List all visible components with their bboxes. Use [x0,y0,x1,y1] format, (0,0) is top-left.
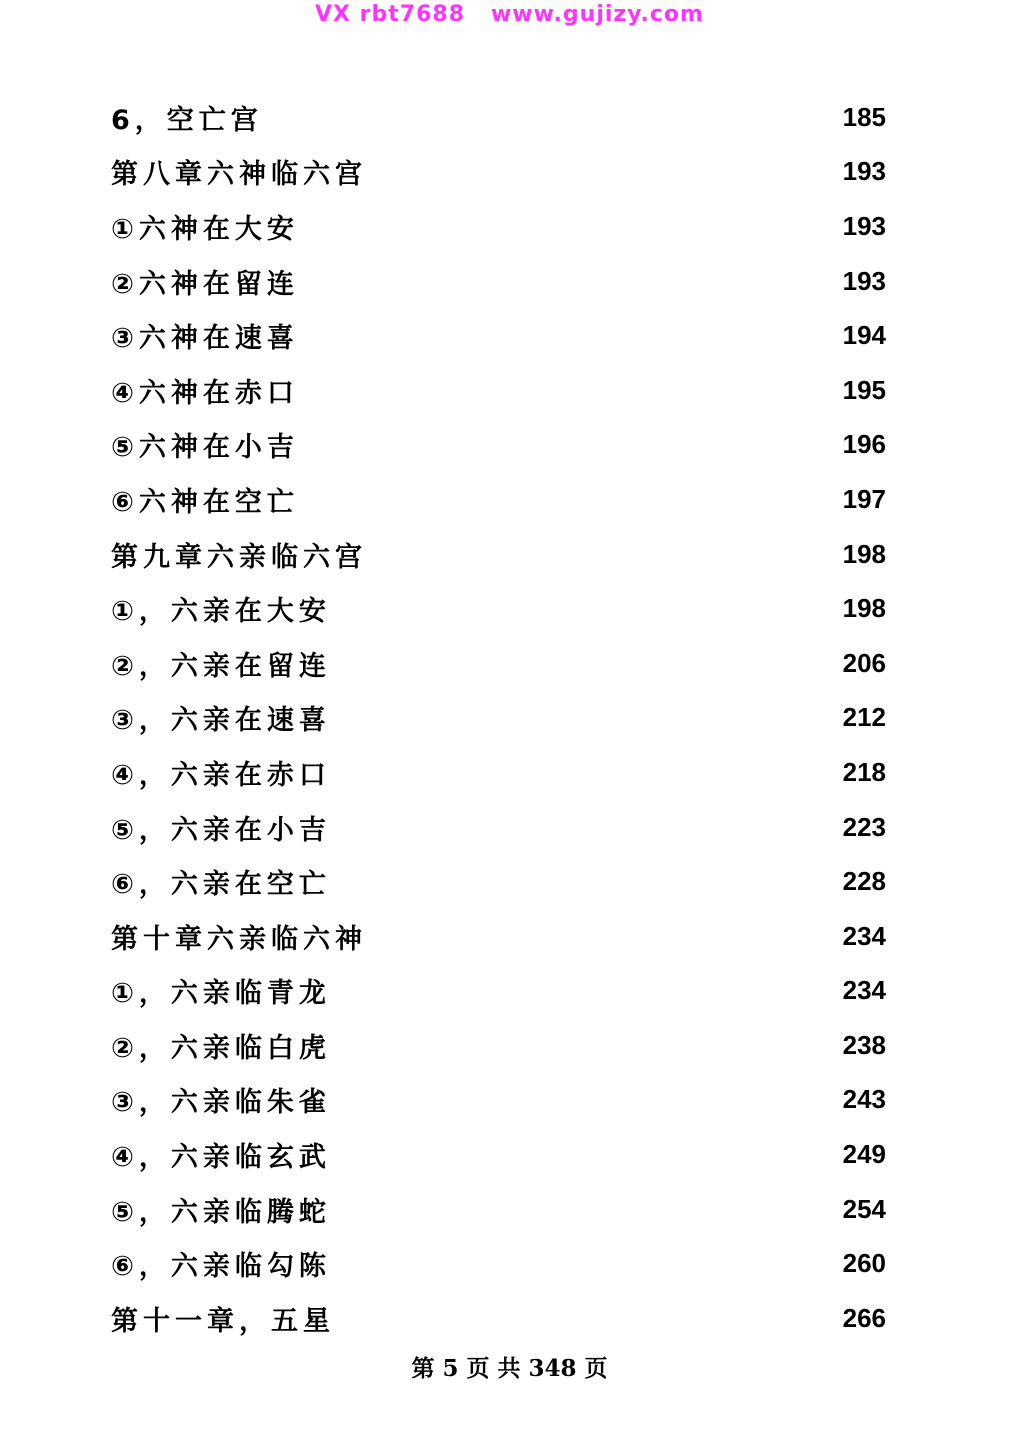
toc-entry-page: 228 [842,866,886,897]
toc-entry-page: 212 [842,702,886,733]
toc-entry [111,254,886,309]
toc-entry-title: ⑤，六亲在小吉 [111,814,331,846]
table-of-contents [111,90,886,1346]
toc-entry-page: 234 [842,920,886,951]
toc-entry-title: ②，六亲在留连 [111,650,331,682]
toc-entry-page: 218 [842,756,886,787]
toc-entry-title: 6，空亡宫 [111,104,263,136]
toc-entry [111,691,886,746]
toc-entry-page: 196 [842,429,886,460]
toc-entry-title: ⑤六神在小吉 [111,432,299,464]
toc-entry-title: ④六神在赤口 [111,377,299,409]
toc-entry [111,418,886,473]
toc-entry [111,363,886,418]
toc-entry-title: 第十章六亲临六神 [111,923,367,955]
toc-entry [111,636,886,691]
toc-entry-title: ③，六亲在速喜 [111,705,331,737]
toc-entry-page: 193 [842,265,886,296]
toc-entry [111,90,886,145]
toc-entry [111,527,886,582]
toc-entry-page: 198 [842,593,886,624]
toc-entry-title: ①，六亲临青龙 [111,978,331,1010]
toc-entry-page: 194 [842,320,886,351]
toc-entry [111,472,886,527]
toc-entry-page: 223 [842,811,886,842]
toc-entry-page: 266 [842,1302,886,1333]
toc-entry [111,581,886,636]
toc-entry-page: 193 [842,210,886,241]
toc-entry [111,1018,886,1073]
toc-entry-page: 234 [842,975,886,1006]
toc-entry [111,1291,886,1346]
toc-entry-page: 185 [842,101,886,132]
toc-entry [111,308,886,363]
toc-entry-page: 206 [842,647,886,678]
toc-entry-title: ⑥，六亲临勾陈 [111,1251,331,1283]
toc-entry-title: ⑥，六亲在空亡 [111,869,331,901]
toc-entry-page: 254 [842,1193,886,1224]
page-footer: 第 5 页 共 348 页 [411,1355,608,1382]
toc-entry [111,1236,886,1291]
toc-entry [111,1182,886,1237]
toc-entry [111,199,886,254]
toc-entry-title: ②六神在留连 [111,268,299,300]
toc-entry-title: ⑤，六亲临腾蛇 [111,1196,331,1228]
toc-entry-title: 第九章六亲临六宫 [111,541,367,573]
toc-entry [111,145,886,200]
toc-entry-title: ①六神在大安 [111,213,299,245]
toc-entry-title: ③六神在速喜 [111,323,299,355]
toc-entry [111,854,886,909]
toc-entry-page: 195 [842,374,886,405]
toc-entry-page: 198 [842,538,886,569]
toc-entry [111,1073,886,1128]
toc-entry-title: 第十一章，五星 [111,1305,335,1337]
toc-entry-title: ④，六亲临玄武 [111,1142,331,1174]
watermark-text: VX rbt7688 www.gujizy.com [315,2,704,27]
toc-entry-title: ⑥六神在空亡 [111,486,299,518]
toc-entry-title: ④，六亲在赤口 [111,759,331,791]
toc-entry-title: ③，六亲临朱雀 [111,1087,331,1119]
toc-entry [111,745,886,800]
toc-entry-title: 第八章六神临六宫 [111,159,367,191]
toc-entry-title: ②，六亲临白虎 [111,1032,331,1064]
toc-entry [111,800,886,855]
toc-entry-page: 238 [842,1029,886,1060]
toc-entry [111,1127,886,1182]
toc-entry-page: 260 [842,1248,886,1279]
toc-entry [111,964,886,1019]
toc-entry-title: ①，六亲在大安 [111,596,331,628]
toc-entry [111,909,886,964]
toc-entry-page: 243 [842,1084,886,1115]
toc-entry-page: 249 [842,1139,886,1170]
toc-entry-page: 197 [842,483,886,514]
toc-entry-page: 193 [842,156,886,187]
